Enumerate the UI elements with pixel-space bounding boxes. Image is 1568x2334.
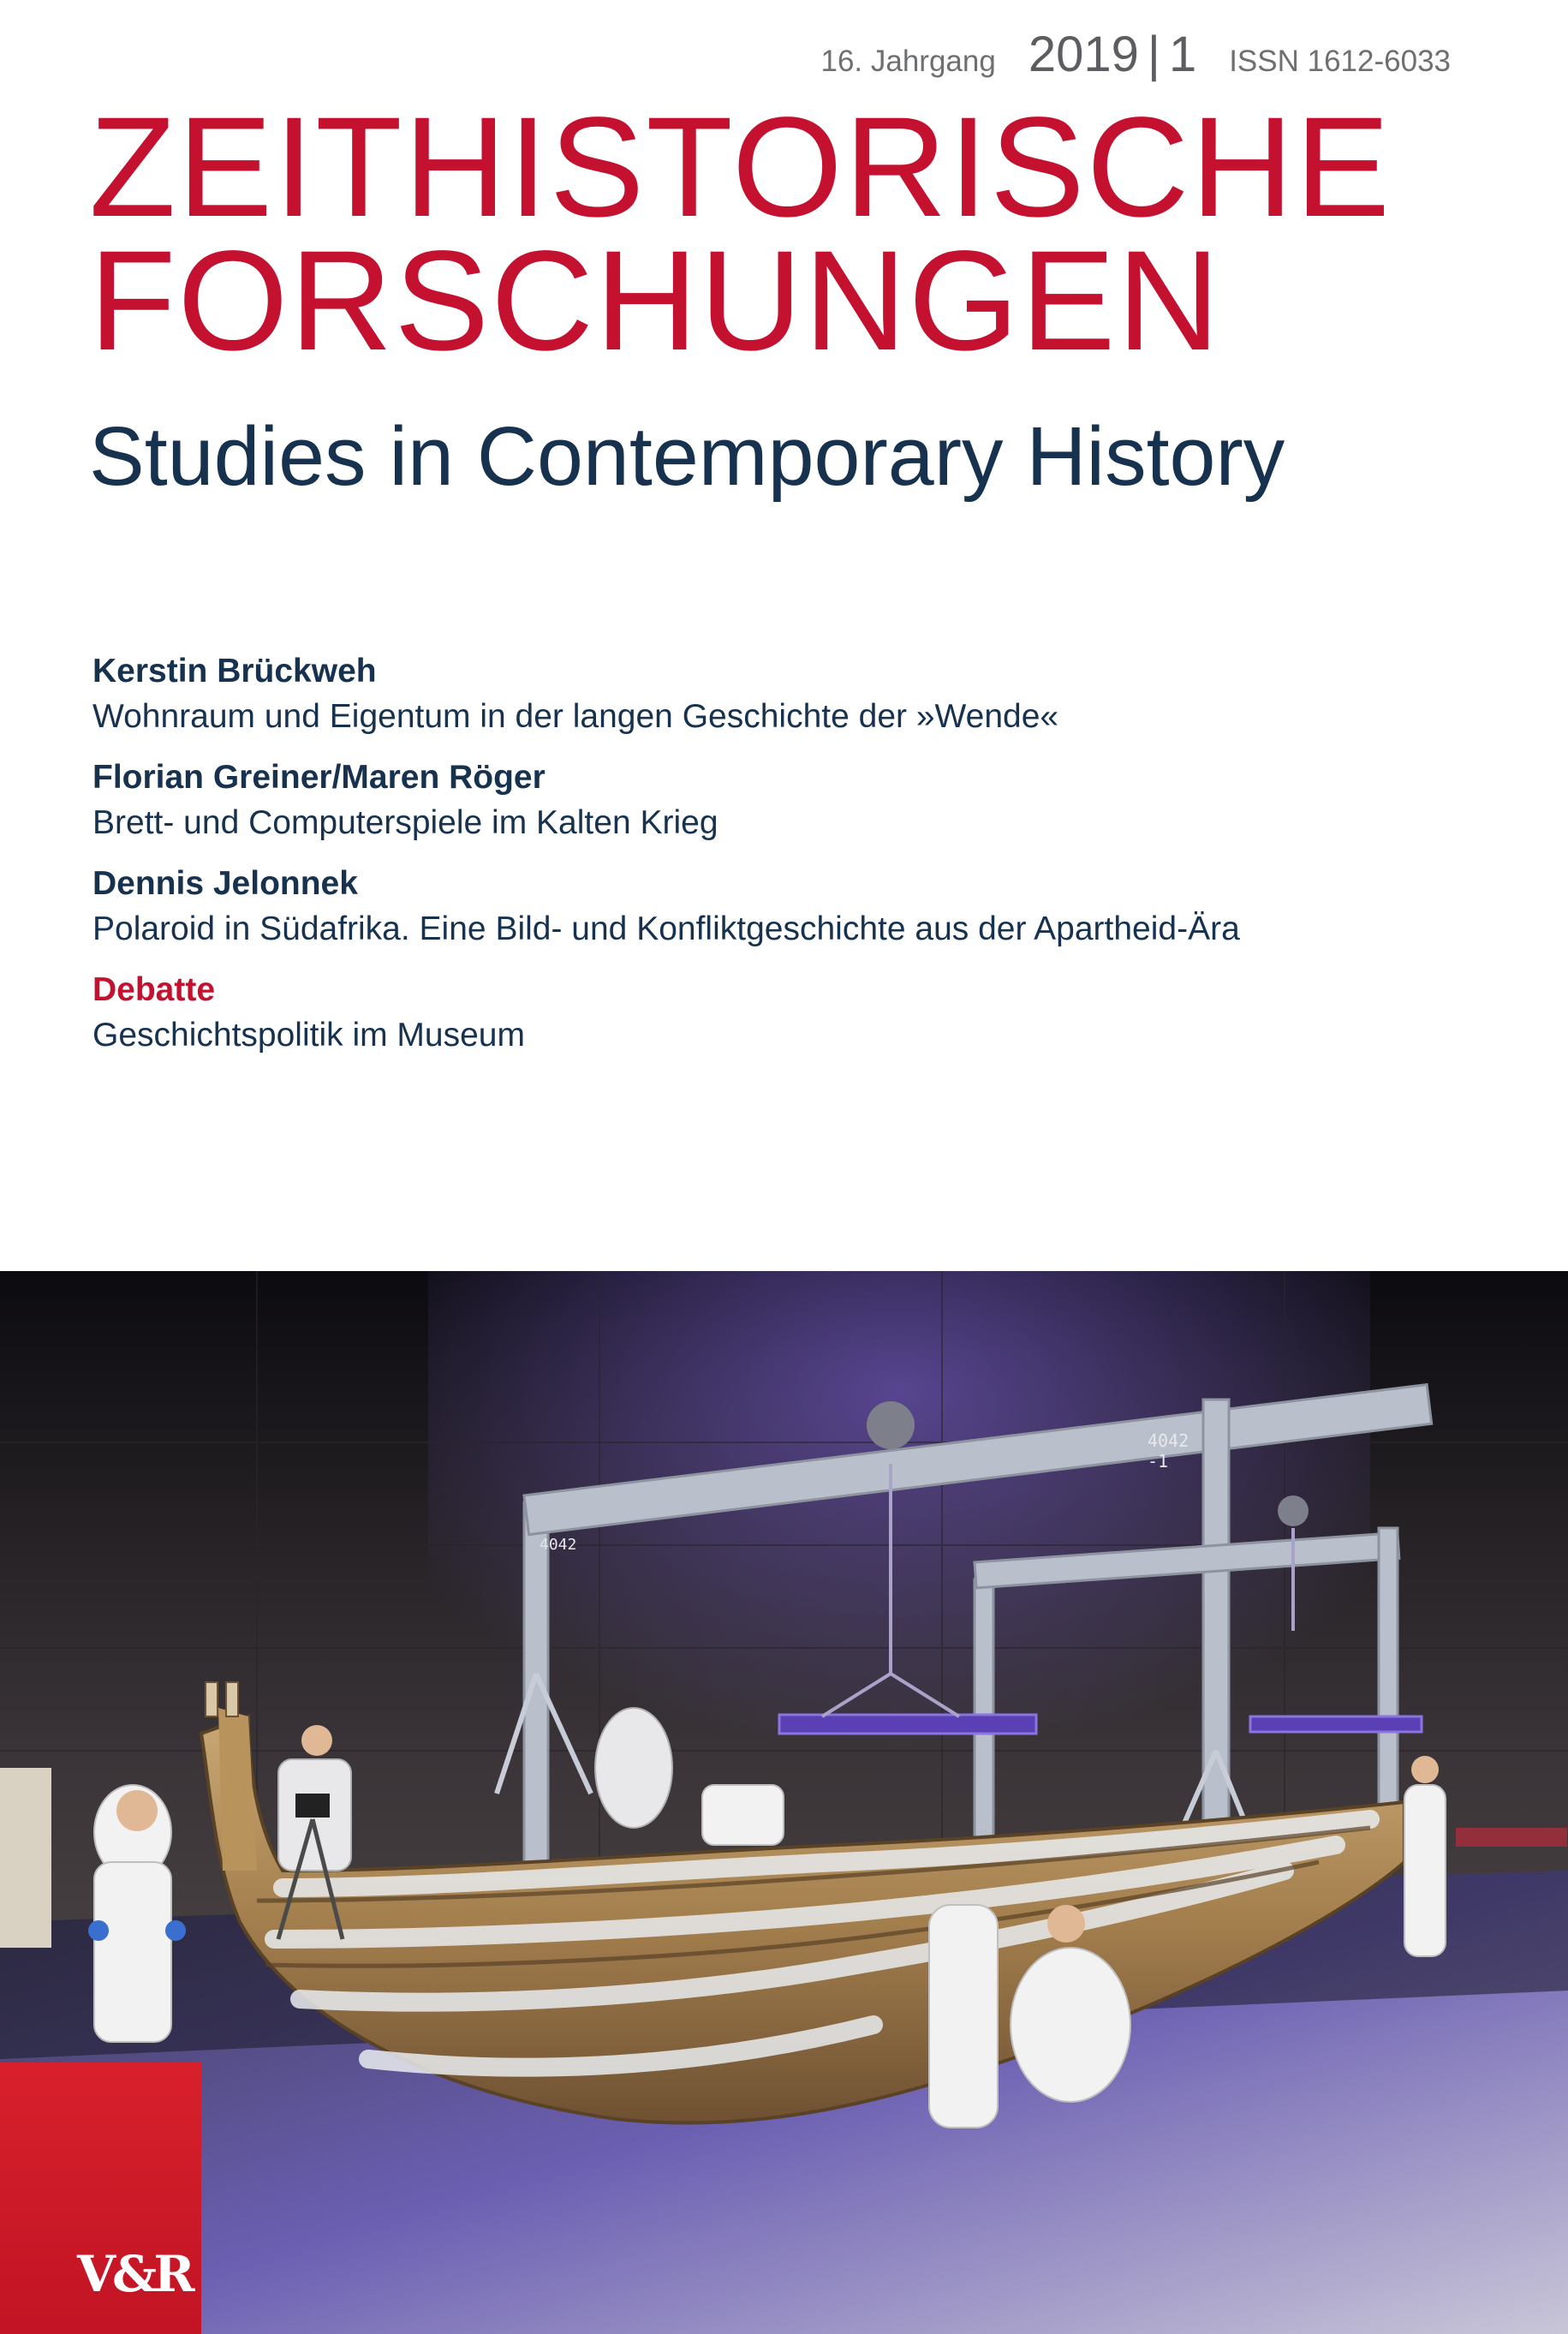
volume-label: 16. Jahrgang	[820, 45, 996, 78]
issue-number: 1	[1168, 27, 1197, 82]
toc-title: Wohnraum und Eigentum in der langen Geschichte der »Wende«	[92, 698, 1059, 735]
toc-author: Florian Greiner/Maren Röger	[92, 759, 546, 796]
toc-title: Brett- und Computerspiele im Kalten Krieg	[92, 804, 718, 841]
issn-label: ISSN 1612-6033	[1229, 45, 1451, 78]
table-of-contents	[92, 649, 1463, 1074]
publisher-block	[0, 2062, 201, 2334]
toc-entry	[92, 862, 1463, 952]
issue-year: 2019	[1028, 27, 1139, 82]
publisher-logo: V&R	[77, 2245, 192, 2303]
issue-separator: |	[1147, 27, 1160, 82]
toc-section-debate: Debatte	[92, 971, 216, 1008]
boat-restoration-illustration	[0, 1271, 1568, 2334]
toc-entry	[92, 649, 1463, 740]
toc-author: Dennis Jelonnek	[92, 865, 358, 902]
journal-subtitle: Studies in Contemporary History	[89, 409, 1285, 503]
toc-entry	[92, 968, 1463, 1059]
toc-entry	[92, 755, 1463, 846]
frame-label: 4042	[540, 1536, 577, 1554]
toc-title: Polaroid in Südafrika. Eine Bild- und Konfliktgeschichte aus der Apartheid-Ära	[92, 910, 1240, 947]
journal-title-line-2: FORSCHUNGEN	[89, 222, 1222, 380]
journal-title	[89, 88, 1392, 380]
toc-author: Kerstin Brückweh	[92, 653, 377, 689]
cover-photo	[0, 1271, 1568, 2334]
toc-title: Geschichtspolitik im Museum	[92, 1017, 525, 1054]
journal-title-line-1: ZEITHISTORISCHE	[89, 88, 1392, 247]
issue-meta	[820, 26, 1452, 82]
frame-label-2: 4042 -1	[1148, 1430, 1189, 1471]
